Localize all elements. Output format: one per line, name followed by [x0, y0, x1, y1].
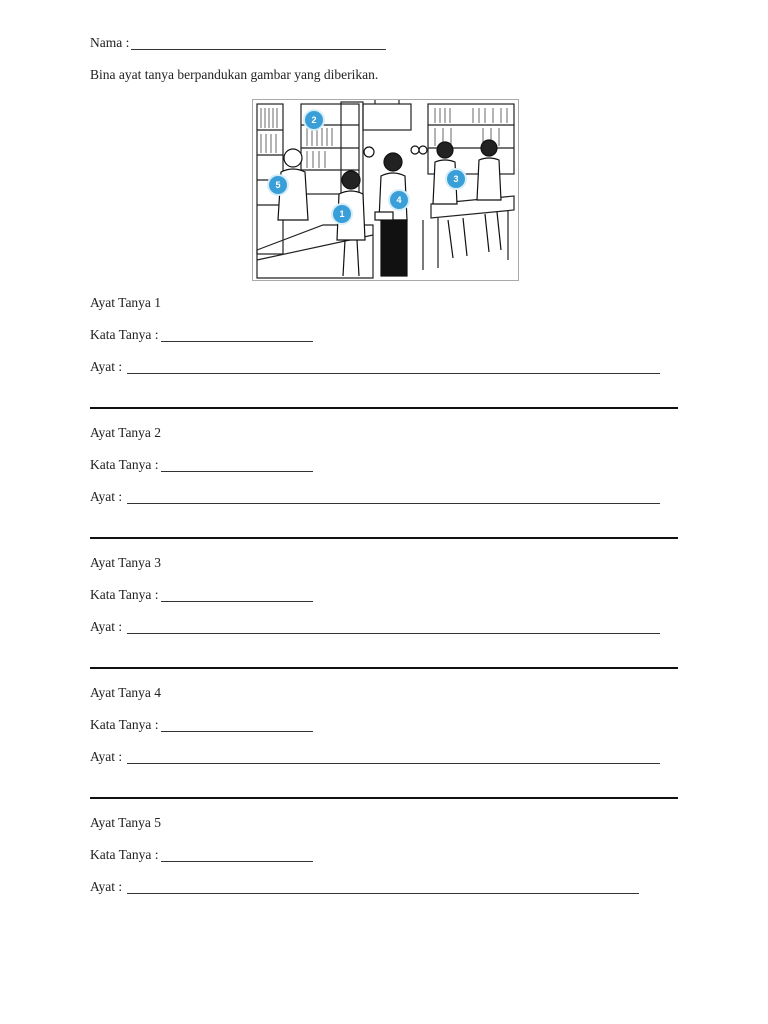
ayat-label: Ayat :: [90, 489, 123, 504]
question-title: Ayat Tanya 4: [90, 685, 162, 700]
ayat-field[interactable]: [127, 373, 660, 374]
svg-text:2: 2: [311, 115, 317, 125]
marker-5: [268, 175, 288, 195]
kata-tanya-field[interactable]: [161, 861, 313, 862]
svg-text:5: 5: [275, 180, 281, 190]
marker-1: [332, 204, 352, 224]
kata-tanya-label: Kata Tanya :: [90, 587, 159, 602]
question-title: Ayat Tanya 3: [90, 555, 162, 570]
kata-tanya-field[interactable]: [161, 731, 313, 732]
kata-tanya-field[interactable]: [161, 341, 313, 342]
section-divider: [90, 797, 678, 799]
svg-text:1: 1: [339, 209, 345, 219]
question-title: Ayat Tanya 2: [90, 425, 162, 440]
ayat-field[interactable]: [127, 503, 660, 504]
name-label: Nama :: [90, 35, 130, 50]
question-title: Ayat Tanya 5: [90, 815, 162, 830]
svg-text:4: 4: [396, 195, 402, 205]
name-field[interactable]: [131, 49, 386, 50]
library-scene-illustration: [252, 99, 519, 281]
ayat-label: Ayat :: [90, 359, 123, 374]
ayat-label: Ayat :: [90, 879, 123, 894]
kata-tanya-field[interactable]: [161, 471, 313, 472]
kata-tanya-field[interactable]: [161, 601, 313, 602]
instruction-text: Bina ayat tanya berpandukan gambar yang diberikan.: [90, 67, 379, 82]
ayat-label: Ayat :: [90, 749, 123, 764]
section-divider: [90, 537, 678, 539]
section-divider: [90, 407, 678, 409]
marker-4: [389, 190, 409, 210]
marker-3: [446, 169, 466, 189]
kata-tanya-label: Kata Tanya :: [90, 847, 159, 862]
kata-tanya-label: Kata Tanya :: [90, 327, 159, 342]
question-title: Ayat Tanya 1: [90, 295, 162, 310]
ayat-field[interactable]: [127, 893, 639, 894]
ayat-field[interactable]: [127, 633, 660, 634]
svg-text:3: 3: [453, 174, 459, 184]
ayat-label: Ayat :: [90, 619, 123, 634]
ayat-field[interactable]: [127, 763, 660, 764]
kata-tanya-label: Kata Tanya :: [90, 457, 159, 472]
marker-2: [304, 110, 324, 130]
section-divider: [90, 667, 678, 669]
kata-tanya-label: Kata Tanya :: [90, 717, 159, 732]
